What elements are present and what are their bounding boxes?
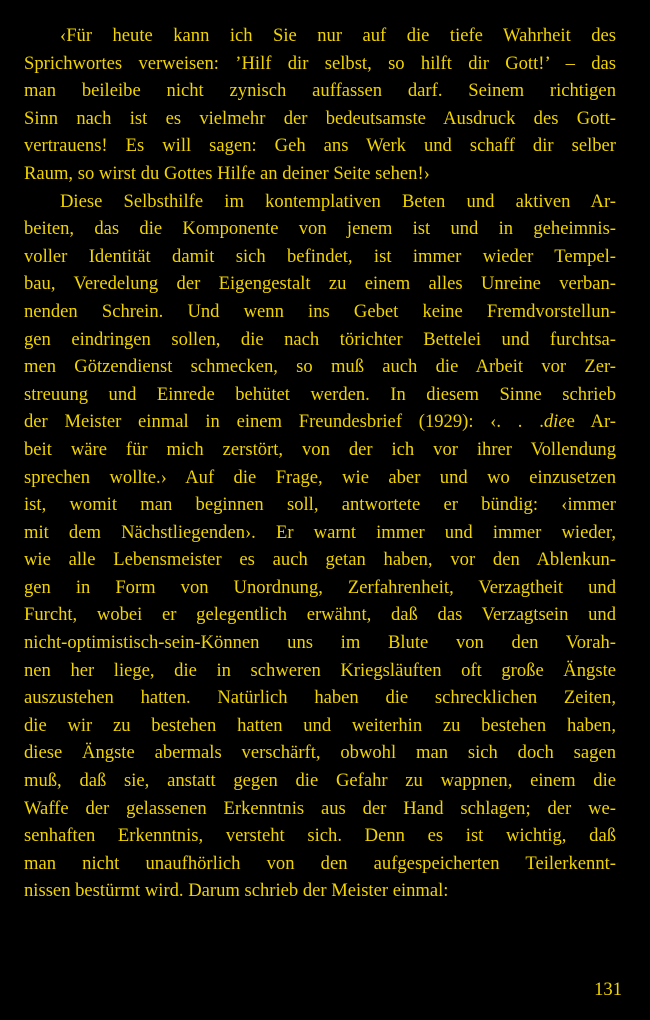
text-line: wie alle Lebensmeister es auch getan haben, vor den Ablenkun- <box>24 549 616 571</box>
text-line: Sinn nach ist es vielmehr der bedeutsamste Ausdruck des Gott- <box>24 107 616 129</box>
text-line: gen eindringen sollen, die nach törichter Bettelei und furchtsa- <box>24 328 616 350</box>
text-line: nen her liege, die in schweren Kriegsläuften oft große Ängste <box>24 659 616 681</box>
text-line: bau, Veredelung der Eigengestalt zu einem alles Unreine verban- <box>24 273 616 295</box>
text-line: man nicht unaufhörlich von den aufgespeicherten Teilerkennt- <box>24 852 616 874</box>
text-line: Furcht, wobei er gelegentlich erwähnt, daß das Verzagtsein und <box>24 604 616 626</box>
text-line: men Götzendienst schmecken, so muß auch die Arbeit vor Zer- <box>24 356 616 378</box>
text-line: auszustehen hatten. Natürlich haben die schrecklichen Zeiten, <box>24 687 616 709</box>
text-line: gen in Form von Unordnung, Zerfahrenheit, Verzagtheit und <box>24 576 616 598</box>
text-line: streuung und Einrede behütet werden. In diesem Sinne schrieb <box>24 383 616 405</box>
text-line: Diese Selbsthilfe im kontemplativen Beten und aktiven Ar- <box>60 190 616 212</box>
text-line: der Meister einmal in einem Freundesbrief (1929): ‹. . .diee Ar- <box>24 411 616 433</box>
text-line: sprechen wollte.› Auf die Frage, wie aber und wo einzusetzen <box>24 466 616 488</box>
text-line: senhaften Erkenntnis, versteht sich. Denn es ist wichtig, daß <box>24 825 616 847</box>
text-line: mit dem Nächstliegenden›. Er warnt immer und immer wieder, <box>24 521 616 543</box>
text-line: man beileibe nicht zynisch auffassen darf. Seinem richtigen <box>24 80 616 102</box>
text-line: Waffe der gelassenen Erkenntnis aus der Hand schlagen; der we- <box>24 797 616 819</box>
text-line: ist, womit man beginnen soll, antwortete er bündig: ‹immer <box>24 494 616 516</box>
text-line: beiten, das die Komponente von jenem ist und in geheimnis- <box>24 218 616 240</box>
text-line: beit wäre für mich zerstört, von der ich vor ihrer Vollendung <box>24 438 616 460</box>
text-line: Raum, so wirst du Gottes Hilfe an deiner Seite sehen!› <box>24 162 430 184</box>
text-line: vertrauens! Es will sagen: Geh ans Werk und schaff dir selber <box>24 135 616 157</box>
text-line: nicht-optimistisch-sein-Können uns im Blute von den Vorah- <box>24 632 616 654</box>
text-line: nissen bestürmt wird. Darum schrieb der Meister einmal: <box>24 880 449 902</box>
text-line: Sprichwortes verweisen: ’Hilf dir selbst, so hilft dir Gott!’ – das <box>24 52 616 74</box>
body-text <box>24 22 616 905</box>
text-line: diese Ängste abermals verschärft, obwohl man sich doch sagen <box>24 742 616 764</box>
text-line: voller Identität damit sich befindet, ist immer wieder Tempel- <box>24 245 616 267</box>
text-line: ‹Für heute kann ich Sie nur auf die tiefe Wahrheit des <box>60 25 616 46</box>
text-line: muß, daß sie, anstatt gegen die Gefahr zu wappnen, einem die <box>24 770 616 792</box>
page-number: 131 <box>594 979 622 1000</box>
text-line: die wir zu bestehen hatten und weiterhin zu bestehen haben, <box>24 714 616 736</box>
text-line: nenden Schrein. Und wenn ins Gebet keine Fremdvorstellun- <box>24 300 616 322</box>
